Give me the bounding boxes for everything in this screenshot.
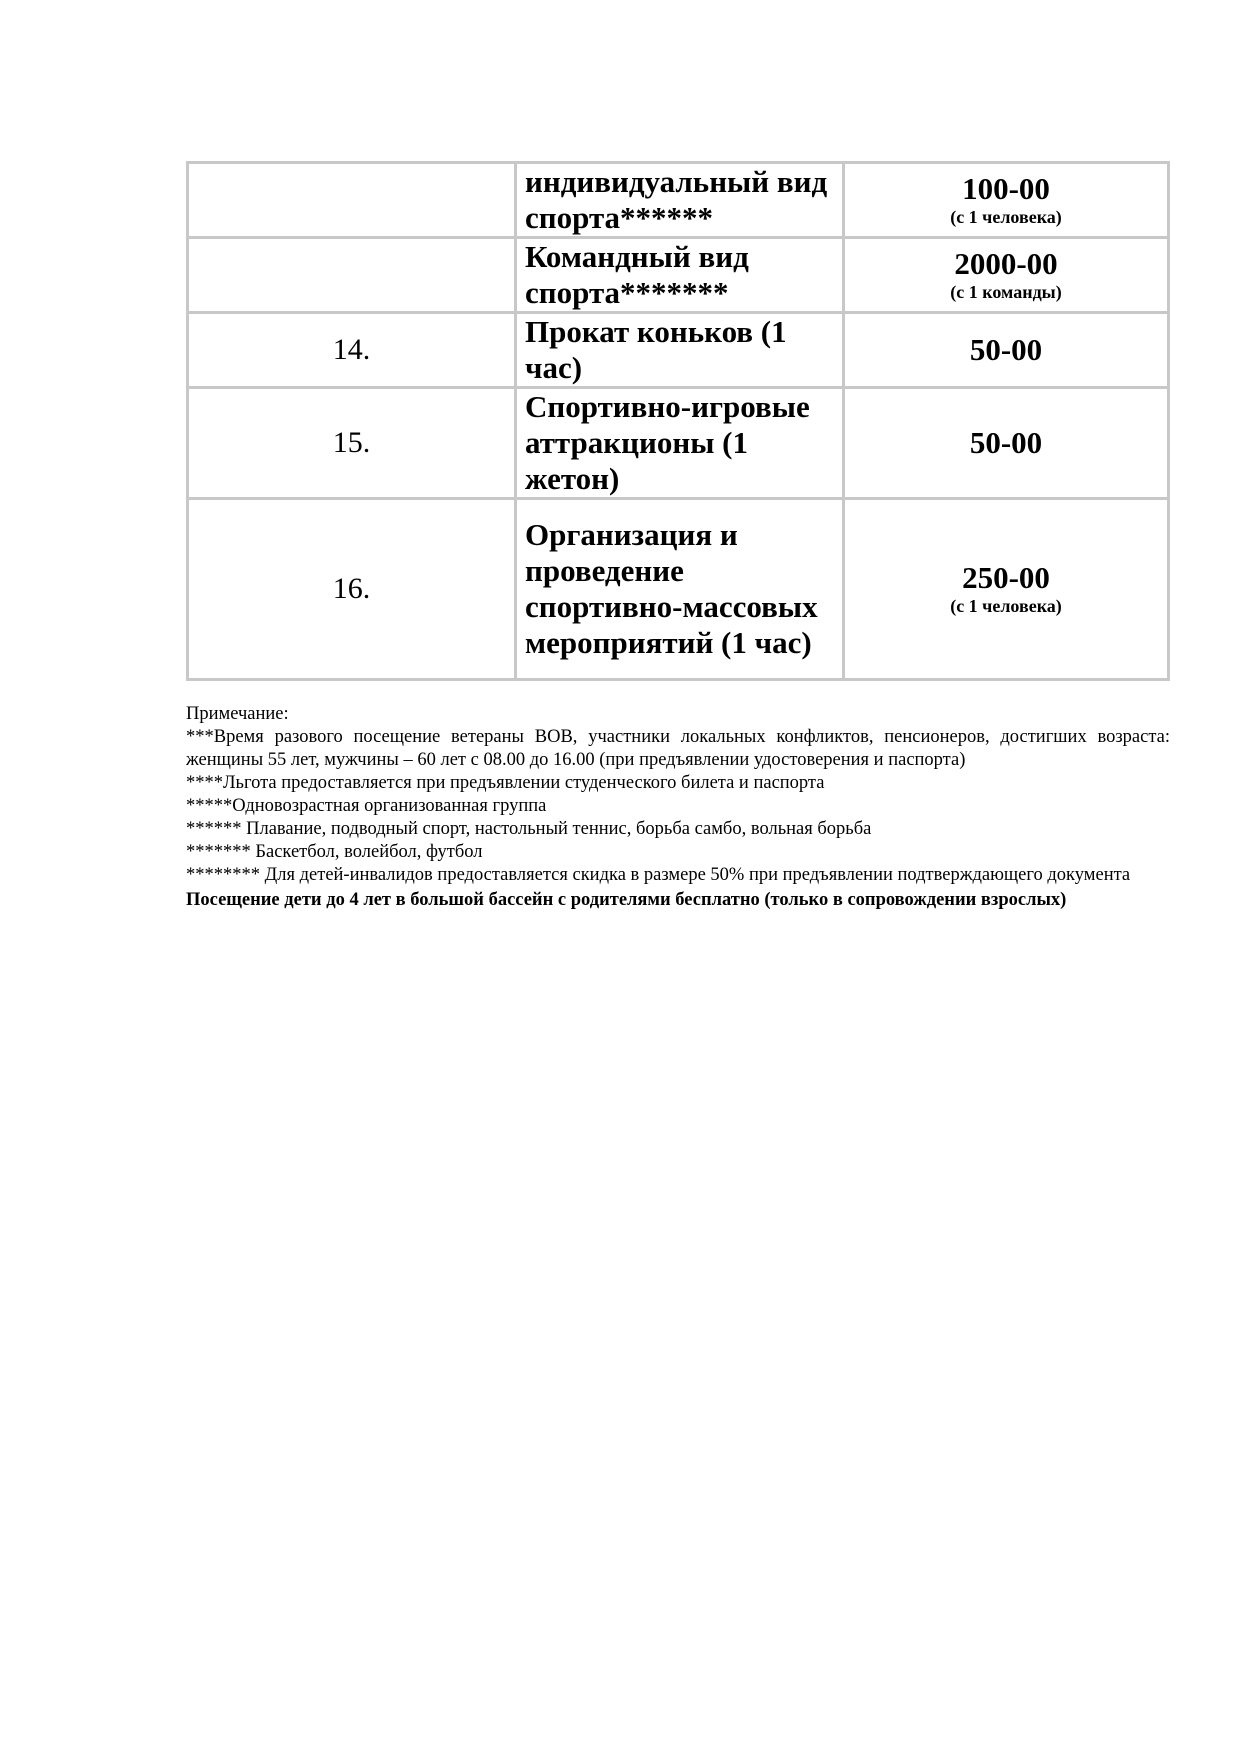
table-row bbox=[188, 163, 1169, 238]
service-name: Спортивно-игровые аттракционы (1 жетон) bbox=[516, 388, 844, 499]
price-value: 50-00 bbox=[969, 425, 1043, 460]
service-name: Организация и проведение спортивно-массовых мероприятий (1 час) bbox=[516, 499, 844, 680]
price-unit: (с 1 человека) bbox=[950, 596, 1062, 616]
table-row bbox=[188, 388, 1169, 499]
note-item: ****Льгота предоставляется при предъявлении студенческого билета и паспорта bbox=[186, 773, 825, 793]
note-item: ******** Для детей-инвалидов предоставляется скидка в размере 50% при предъявлении подтверждающего документа bbox=[186, 865, 1131, 885]
service-name: Прокат коньков (1 час) bbox=[516, 313, 844, 388]
table-row bbox=[188, 499, 1169, 680]
notes-section bbox=[186, 703, 1170, 912]
price-cell bbox=[844, 313, 1169, 388]
note-item: ***Время разового посещение ветераны ВОВ, участники локальных конфликтов, пенсионеров, достигших возраста: женщины 55 лет, мужчины – 60 лет с 08.00 до 16.00 (при предъявлении удостоверения и паспорта) bbox=[186, 727, 1170, 770]
price-value: 250-00 bbox=[962, 560, 1050, 595]
row-number: 14. bbox=[188, 313, 516, 388]
price-cell bbox=[844, 388, 1169, 499]
price-value: 50-00 bbox=[969, 332, 1043, 367]
price-cell bbox=[844, 238, 1169, 313]
price-table bbox=[186, 161, 1170, 681]
price-value: 100-00 bbox=[962, 171, 1050, 206]
note-item: *****Одновозрастная организованная группа bbox=[186, 796, 547, 816]
price-cell bbox=[844, 163, 1169, 238]
row-number: 16. bbox=[188, 499, 516, 680]
row-number bbox=[188, 163, 516, 238]
row-number bbox=[188, 238, 516, 313]
note-item: ******* Баскетбол, волейбол, футбол bbox=[186, 842, 483, 862]
table-row bbox=[188, 313, 1169, 388]
bold-note: Посещение дети до 4 лет в большой бассейн с родителями бесплатно (только в сопровождении взрослых) bbox=[186, 890, 1067, 910]
document-page bbox=[186, 161, 1170, 912]
row-number: 15. bbox=[188, 388, 516, 499]
table-row bbox=[188, 238, 1169, 313]
service-name: индивидуальный вид спорта****** bbox=[516, 163, 844, 238]
note-item: ****** Плавание, подводный спорт, настольный теннис, борьба самбо, вольная борьба bbox=[186, 819, 872, 839]
price-unit: (с 1 команды) bbox=[950, 282, 1062, 302]
price-cell bbox=[844, 499, 1169, 680]
price-unit: (с 1 человека) bbox=[950, 207, 1062, 227]
service-name: Командный вид спорта******* bbox=[516, 238, 844, 313]
price-value: 2000-00 bbox=[954, 246, 1058, 281]
notes-heading: Примечание: bbox=[186, 704, 289, 724]
